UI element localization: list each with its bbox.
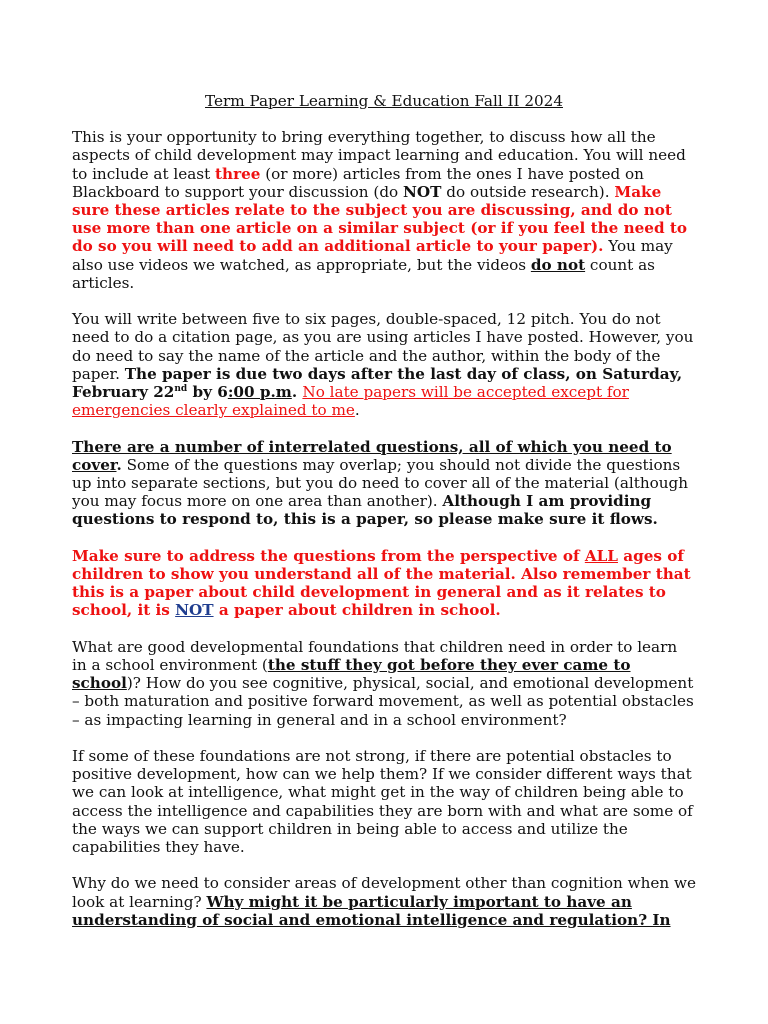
emphasis-do-not: do not (530, 255, 586, 274)
emphasis-all: ALL (584, 546, 618, 565)
emphasis-social-emotional: Why might it be particularly important to have an understanding of social and emotional intelligence and regulation? In (72, 892, 671, 929)
paragraph-perspective: Make sure to address the questions from the perspective of ALL ages of children to show you understand all of the material. Also remember that this is a paper about child development in general and as it relates to school, it is NOT a paper about children in school. (72, 546, 691, 620)
emphasis-not-blue: NOT (175, 601, 214, 620)
emphasis-before-school: the stuff they got before they ever came to school (72, 656, 631, 693)
questions-heading: There are a number of interrelated questions, all of which you need to cover (72, 437, 672, 474)
late-policy-warning: No late papers will be accepted except for emergencies clearly explained to me (72, 383, 629, 420)
document-page (72, 92, 696, 947)
emphasis-three: three (215, 164, 261, 183)
paragraph-questions: There are a number of interrelated questions, all of which you need to cover. Some of the questions may overlap; you should not divide the questions up into separate sections, but you do need to cover all of the material (although you may focus more on one area than another). Although I am providing questions to respond to, this is a paper, so please make sure it flows. (72, 437, 689, 529)
due-date-text: The paper is due two days after the last day of class, on Saturday, February 22 (72, 364, 683, 402)
warning-article-subjects: Make sure these articles relate to the subject you are discussing, and do not use more than one article on a similar subject (or if you feel the need to do so you will need to add an additional article to your paper). (72, 182, 688, 256)
paragraph-intro: This is your opportunity to bring everything together, to discuss how all the aspects of child development may impact learning and education. You will need to include at least three (or more) articles from the ones I have posted on Blackboard to support your discussion (do NOT do outside research). Make sure these articles relate to the subject you are discussing, and do not use more than one article on a similar subject (or if you feel the need to do so you will need to add an additional article to your paper). You may also use videos we watched, as appropriate, but the videos do not count as articles. (72, 128, 688, 292)
emphasis-not: NOT (403, 182, 442, 201)
paragraph-cognition: Why do we need to consider areas of development other than cognition when we look at learning? Why might it be particularly important to have an understanding of social and emotional intelligence and regulation? In (72, 874, 696, 929)
due-time: :00 p.m (227, 383, 292, 402)
paragraph-requirements: You will write between five to six pages, double-spaced, 12 pitch. You do not need to do a citation page, as you are using articles I have posted. However, you do need to say the name of the article and the author, within the body of the paper. The paper is due two days after the last day of class, on Saturday, February 22nd by 6:00 p.m. No late papers will be accepted except for emergencies clearly explained to me. (72, 310, 694, 420)
paragraph-foundations: What are good developmental foundations that children need in order to learn in a school environment (the stuff they got before they ever came to school)? How do you see cognitive, physical, social, and emotional development – both maturation and positive forward movement, as well as potential obstacles – as impacting learning in general and in a school environment? (72, 637, 694, 729)
paragraph-obstacles: If some of these foundations are not strong, if there are potential obstacles to positive development, how can we help them? If we consider different ways that we can look at intelligence, what might get in the way of children being able to access the intelligence and capabilities they are born with and what are some of the ways we can support children in being able to access and utilize the capabilities they have. (72, 747, 693, 857)
flow-note: Although I am providing questions to respond to, this is a paper, so please make sure it flows. (72, 492, 658, 529)
document-title: Term Paper Learning & Education Fall II 2024 (205, 92, 563, 110)
